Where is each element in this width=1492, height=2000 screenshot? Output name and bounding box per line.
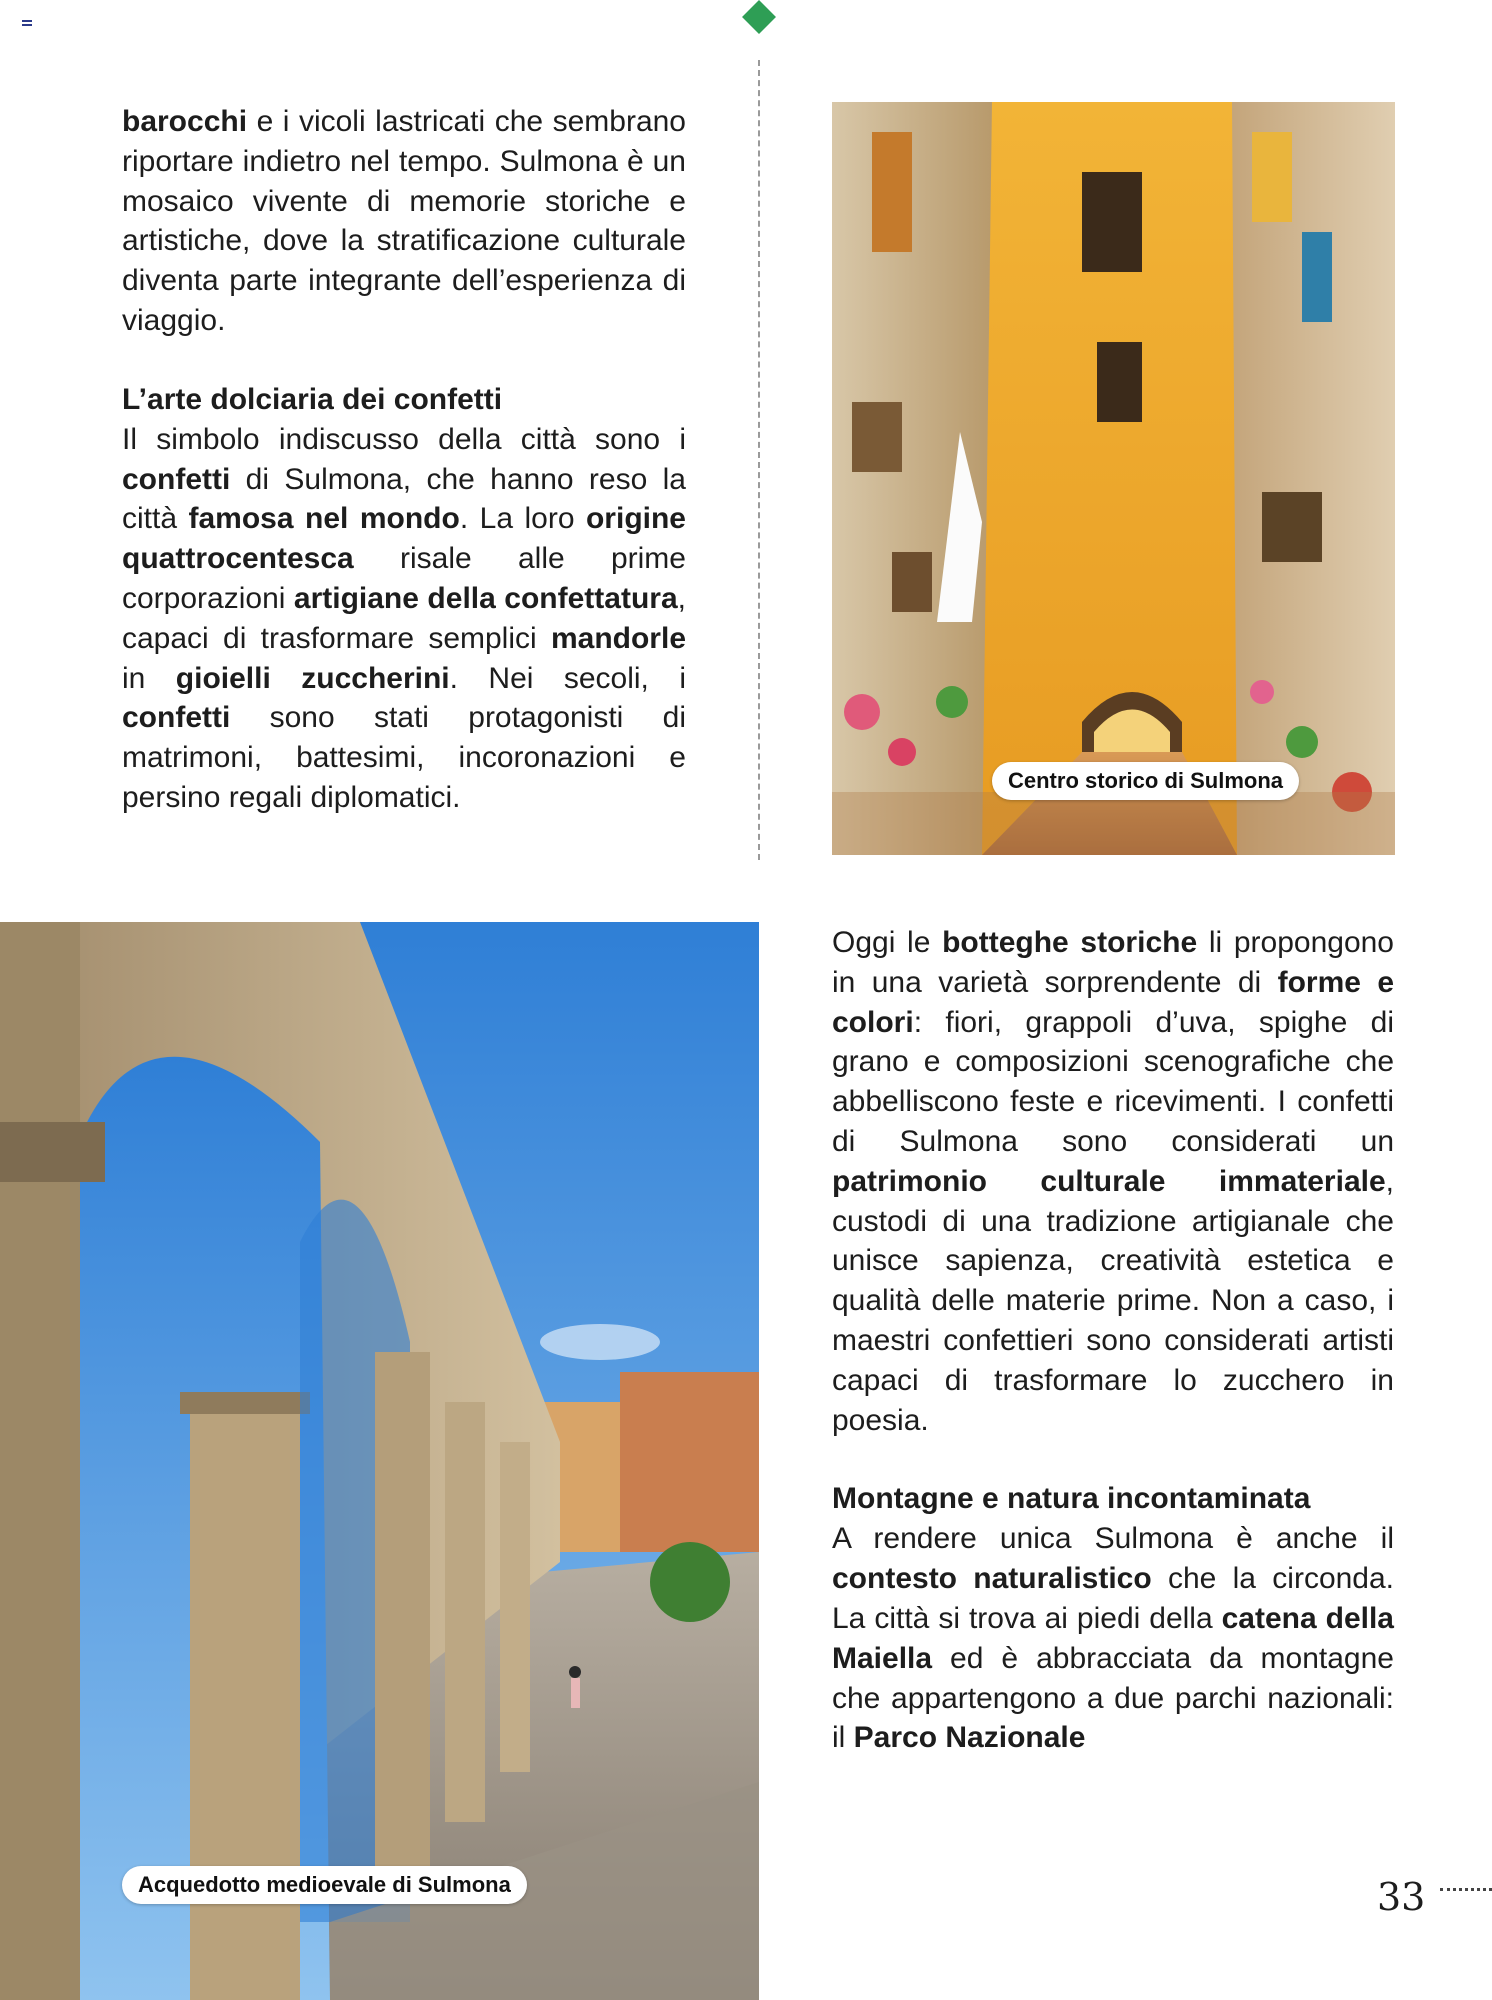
bold-term: gioielli zuccherini — [175, 661, 450, 695]
bold-term: mandorle — [550, 621, 686, 655]
botteghe-paragraph: Oggi le botteghe storiche li propongono in una varietà sorprendente di forme e colori: fiori, grappoli d’uva, spighe di grano e composizioni scenografiche che abbelliscono feste e ricevimenti. I confetti di Sulmona sono considerati un patrimonio culturale immateriale, custodi di una tradizione artigianale che unisce sapienza, creatività estetica e qualità delle materie prime. Non a caso, i maestri confettieri sono considerati artisti capaci di trasformare lo zucchero in poesia. — [832, 926, 1395, 1437]
bold-term: confetti — [122, 701, 231, 735]
confetti-paragraph: Il simbolo indiscusso della città sono i confetti di Sulmona, che hanno reso la città famosa nel mondo. La loro origine quattrocentesca risale alle prime corporazioni artigiane della confettatura, capaci di trasformare semplici mandorle in gioielli zuccherini. Nei secoli, i confetti sono stati protagonisti di matrimoni, battesimi, incoronazioni e persino regali diplomatici. — [122, 422, 686, 814]
page-dots-decoration — [1440, 1888, 1492, 1891]
page-number: 33 — [1377, 1875, 1426, 1919]
bold-term: confetti — [122, 462, 231, 496]
bold-term: botteghe storiche — [942, 926, 1198, 959]
bold-term: Parco Nazionale — [853, 1721, 1086, 1755]
intro-paragraph: barocchi e i vicoli lastricati che sembrano riportare indietro nel tempo. Sulmona è un mosaico vivente di memorie storiche e artistiche, dove la stratificazione culturale diventa parte integrante dell’esperienza di viaggio. — [122, 105, 686, 337]
caption-acquedotto: Acquedotto medioevale di Sulmona — [122, 1866, 527, 1904]
bold-term: famosa nel mondo — [188, 502, 460, 536]
bold-term: forme e colori — [832, 965, 1395, 1039]
bold-term: contesto naturalistico — [832, 1562, 1152, 1596]
left-column-text — [122, 102, 686, 818]
bold-term: catena della Maiella — [832, 1601, 1394, 1675]
bold-term: patrimonio culturale immateriale — [832, 1164, 1386, 1198]
bold-term: origine quattrocentesca — [122, 502, 686, 576]
bold-term: barocchi — [122, 105, 248, 138]
column-divider — [758, 60, 760, 860]
right-column-text — [832, 923, 1394, 1758]
menu-icon[interactable] — [22, 20, 32, 28]
photo-acquedotto — [0, 922, 759, 2000]
photo-centro-storico — [832, 102, 1395, 855]
caption-centro-storico: Centro storico di Sulmona — [992, 762, 1299, 800]
section-heading-montagne: Montagne e natura incontaminata — [832, 1482, 1311, 1516]
diamond-marker-icon — [742, 0, 776, 34]
natura-paragraph: A rendere unica Sulmona è anche il contesto naturalistico che la circonda. La città si trova ai piedi della catena della Maiella ed è abbracciata da montagne che appartengono a due parchi nazionali: il Parco Nazionale — [832, 1522, 1395, 1755]
section-heading-confetti: L’arte dolciaria dei confetti — [122, 382, 503, 416]
bold-term: artigiane della confettatura — [293, 581, 678, 615]
